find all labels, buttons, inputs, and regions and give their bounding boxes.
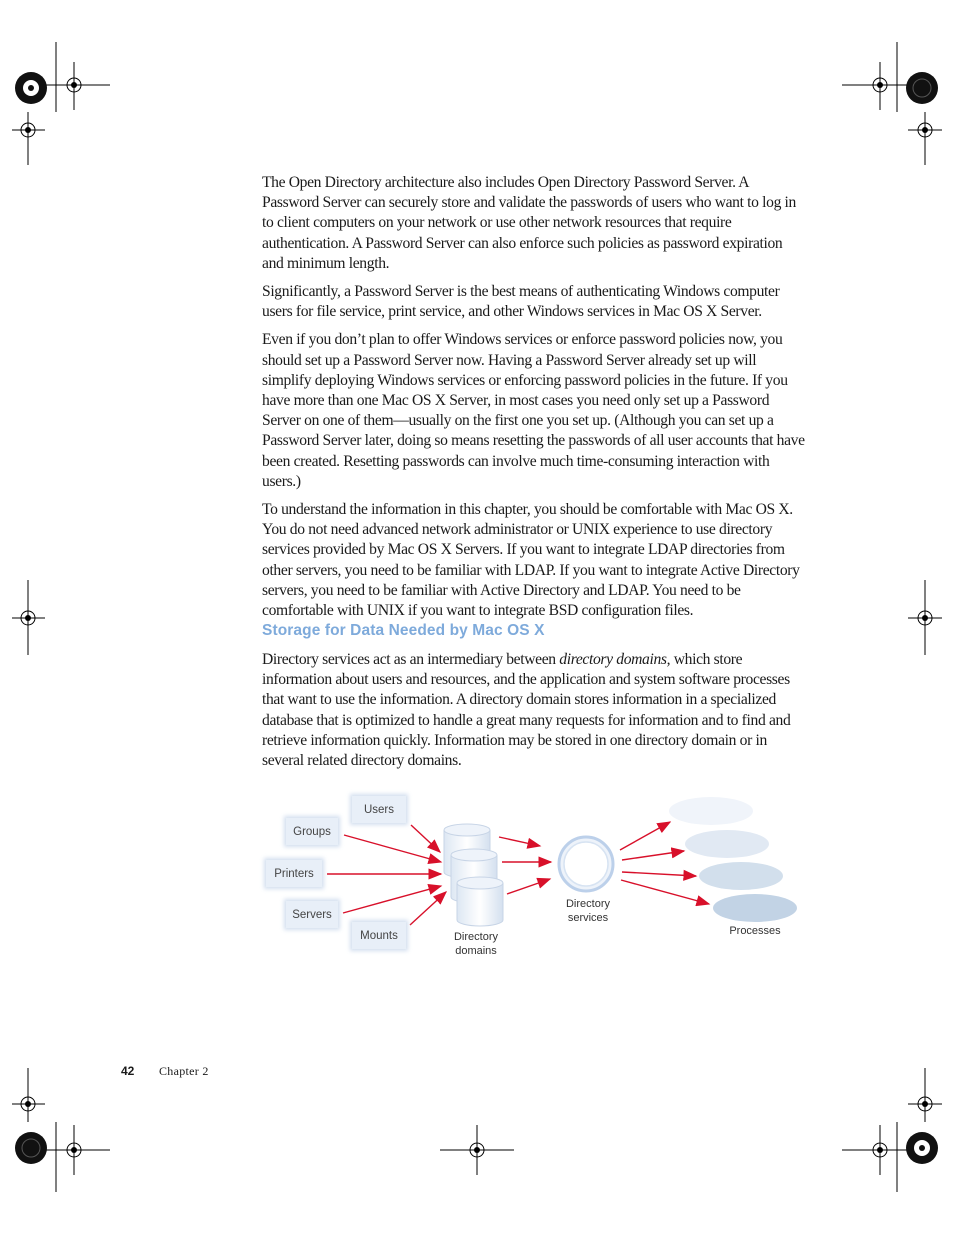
paragraph-significantly: Significantly, a Password Server is the best means of authenticating Windows computer users for file service, print service, and other Windows services in Mac OS X Server. [262, 283, 780, 321]
input-users: Users [352, 796, 406, 823]
directory-domains-label-line1: Directory [453, 931, 498, 943]
paragraph-to-understand: To understand the information in this chapter, you should be comfortable with Mac OS X. You do not need advanced network administrator or UNIX experience to use directory services provided by Mac OS X Servers. If you want to integrate LDAP directories from other servers, you need to be familiar with LDAP. If you want to integrate Active Directory servers, you need to be familiar with Active Directory and LDAP. You need to be comfortable with UNIX if you want to integrate BSD configuration files. [262, 501, 800, 620]
intro-before: Directory services act as an intermediary between [262, 651, 560, 668]
intro-after: which store information about users and resources, and the application and system software processes that want to use the information. A directory domain stores information in a specialized database that is optimized to handle a great many requests for information and to find and retrieve information quickly. Information may be stored in one directory domain or in several related directory domains. [262, 651, 791, 770]
input-printers: Printers [266, 860, 322, 887]
paragraph-even-if: Even if you don’t plan to offer Windows services or enforce password policies now, you should set up a Password Server now. Having a Password Server already set up will simplify deploying Windows services or enforcing password policies in the future. If you have more than one Mac OS X Server, in most cases you need only set up a Password Server on one of them—usually on the first one you set up. (Although you can set up a Password Server later, doing so means resetting the passwords of all user accounts that have been created. Resetting passwords can involve much time-consuming interaction with users.) [262, 331, 805, 490]
directory-domains-label [445, 930, 507, 958]
paragraph-password-server: The Open Directory architecture also includes Open Directory Password Server. A Password Server can securely store and validate the passwords of users who want to log in to client computers on your network or use other network resources that require authentication. A Password Server can also enforce such policies as password expiration and minimum length. [262, 174, 796, 272]
page-number: 42 [121, 1064, 135, 1078]
directory-domains-label-line2: domains [455, 945, 497, 957]
directory-services-label [557, 897, 619, 925]
input-servers: Servers [286, 901, 338, 928]
section-intro [262, 650, 807, 771]
directory-services-label-line1: Directory [565, 898, 610, 910]
processes-label: Processes [729, 925, 781, 937]
section-intro-paragraph [262, 650, 807, 771]
section-heading: Storage for Data Needed by Mac OS X [262, 622, 545, 639]
intro-emphasis: directory domains, [559, 651, 671, 668]
body-text [262, 173, 807, 629]
directory-diagram [0, 780, 954, 980]
input-groups: Groups [286, 818, 338, 845]
input-mounts: Mounts [352, 922, 406, 949]
chapter-label: Chapter 2 [159, 1064, 209, 1078]
directory-services-label-line2: services [567, 912, 609, 924]
